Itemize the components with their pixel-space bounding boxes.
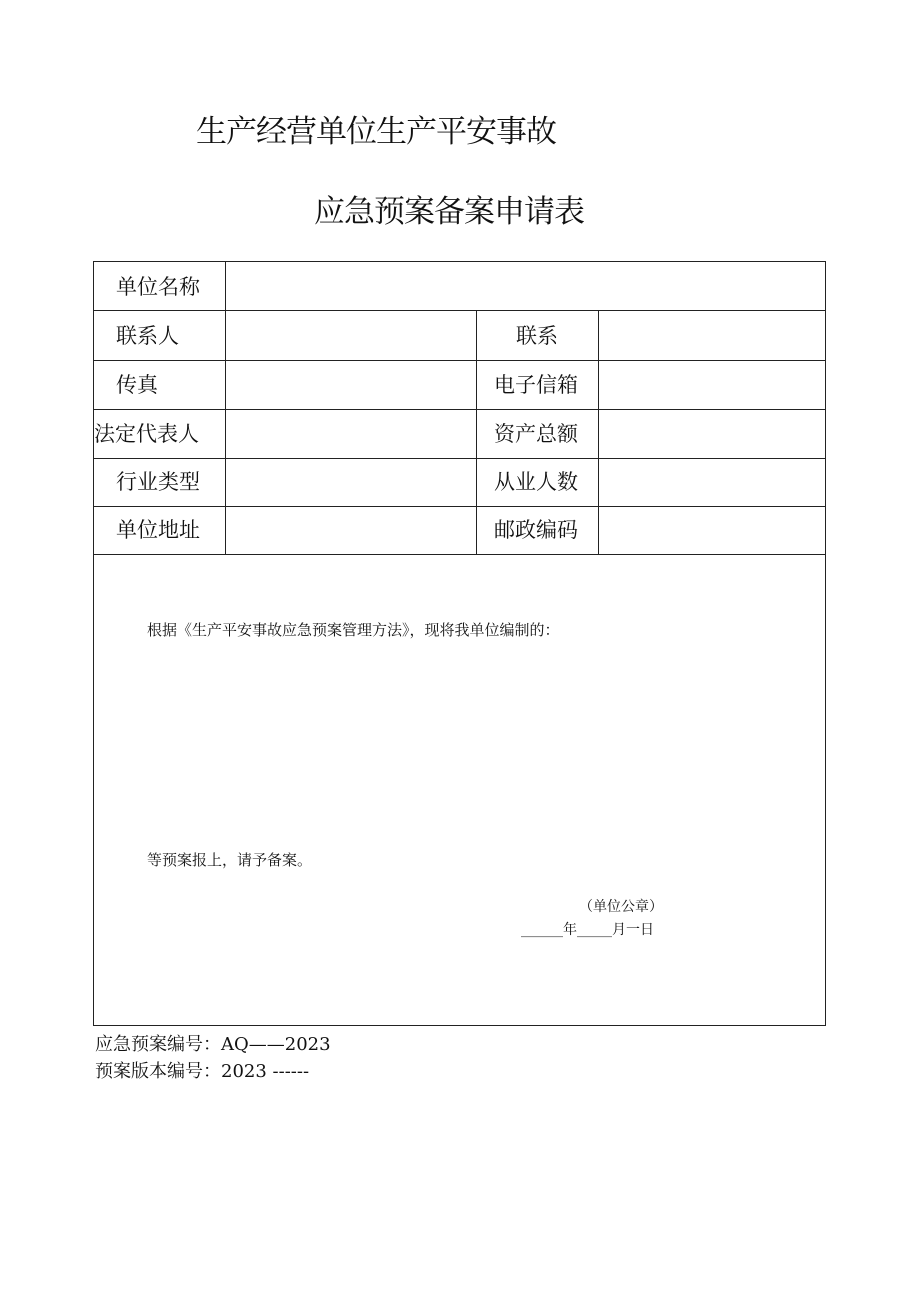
document-title-line2: 应急预案备案申请表: [314, 194, 584, 230]
legal-representative-field[interactable]: [226, 410, 475, 458]
fax-label: 传真: [116, 373, 158, 397]
date-line: ______年_____月一日: [521, 922, 654, 938]
unit-address-label: 单位地址: [116, 518, 200, 542]
version-number: 预案版本编号：2023 ------: [95, 1061, 310, 1082]
industry-type-field[interactable]: [226, 458, 475, 506]
unit-name-field[interactable]: [226, 263, 826, 311]
application-form: [93, 261, 826, 1026]
employee-count-label: 从业人数: [494, 470, 578, 494]
fax-field[interactable]: [226, 361, 475, 409]
postal-code-label: 邮政编码: [494, 518, 578, 542]
email-label: 电子信箱: [494, 373, 578, 397]
unit-address-field[interactable]: [226, 506, 475, 554]
industry-type-label: 行业类型: [116, 470, 200, 494]
postal-code-field[interactable]: [599, 506, 826, 554]
column-divider: [476, 310, 477, 554]
submit-request-text: 等预案报上，请予备案。: [147, 851, 313, 869]
contact-field[interactable]: [599, 312, 826, 360]
employee-count-field[interactable]: [599, 458, 826, 506]
contact-person-label: 联系人: [116, 324, 179, 348]
plan-number: 应急预案编号：AQ——2023: [95, 1034, 331, 1055]
unit-name-label: 单位名称: [116, 275, 200, 299]
unit-seal-label: （单位公章）: [579, 899, 663, 915]
contact-person-field[interactable]: [226, 312, 475, 360]
email-field[interactable]: [599, 361, 826, 409]
contact-label: 联系: [516, 324, 558, 348]
total-assets-field[interactable]: [599, 410, 826, 458]
total-assets-label: 资产总额: [494, 422, 578, 446]
statement-text: 根据《生产平安事故应急预案管理方法》，现将我单位编制的：: [147, 621, 560, 639]
document-title-line1: 生产经营单位生产平安事故: [196, 114, 556, 150]
legal-representative-label: 法定代表人: [94, 422, 199, 446]
row-divider: [94, 554, 825, 555]
